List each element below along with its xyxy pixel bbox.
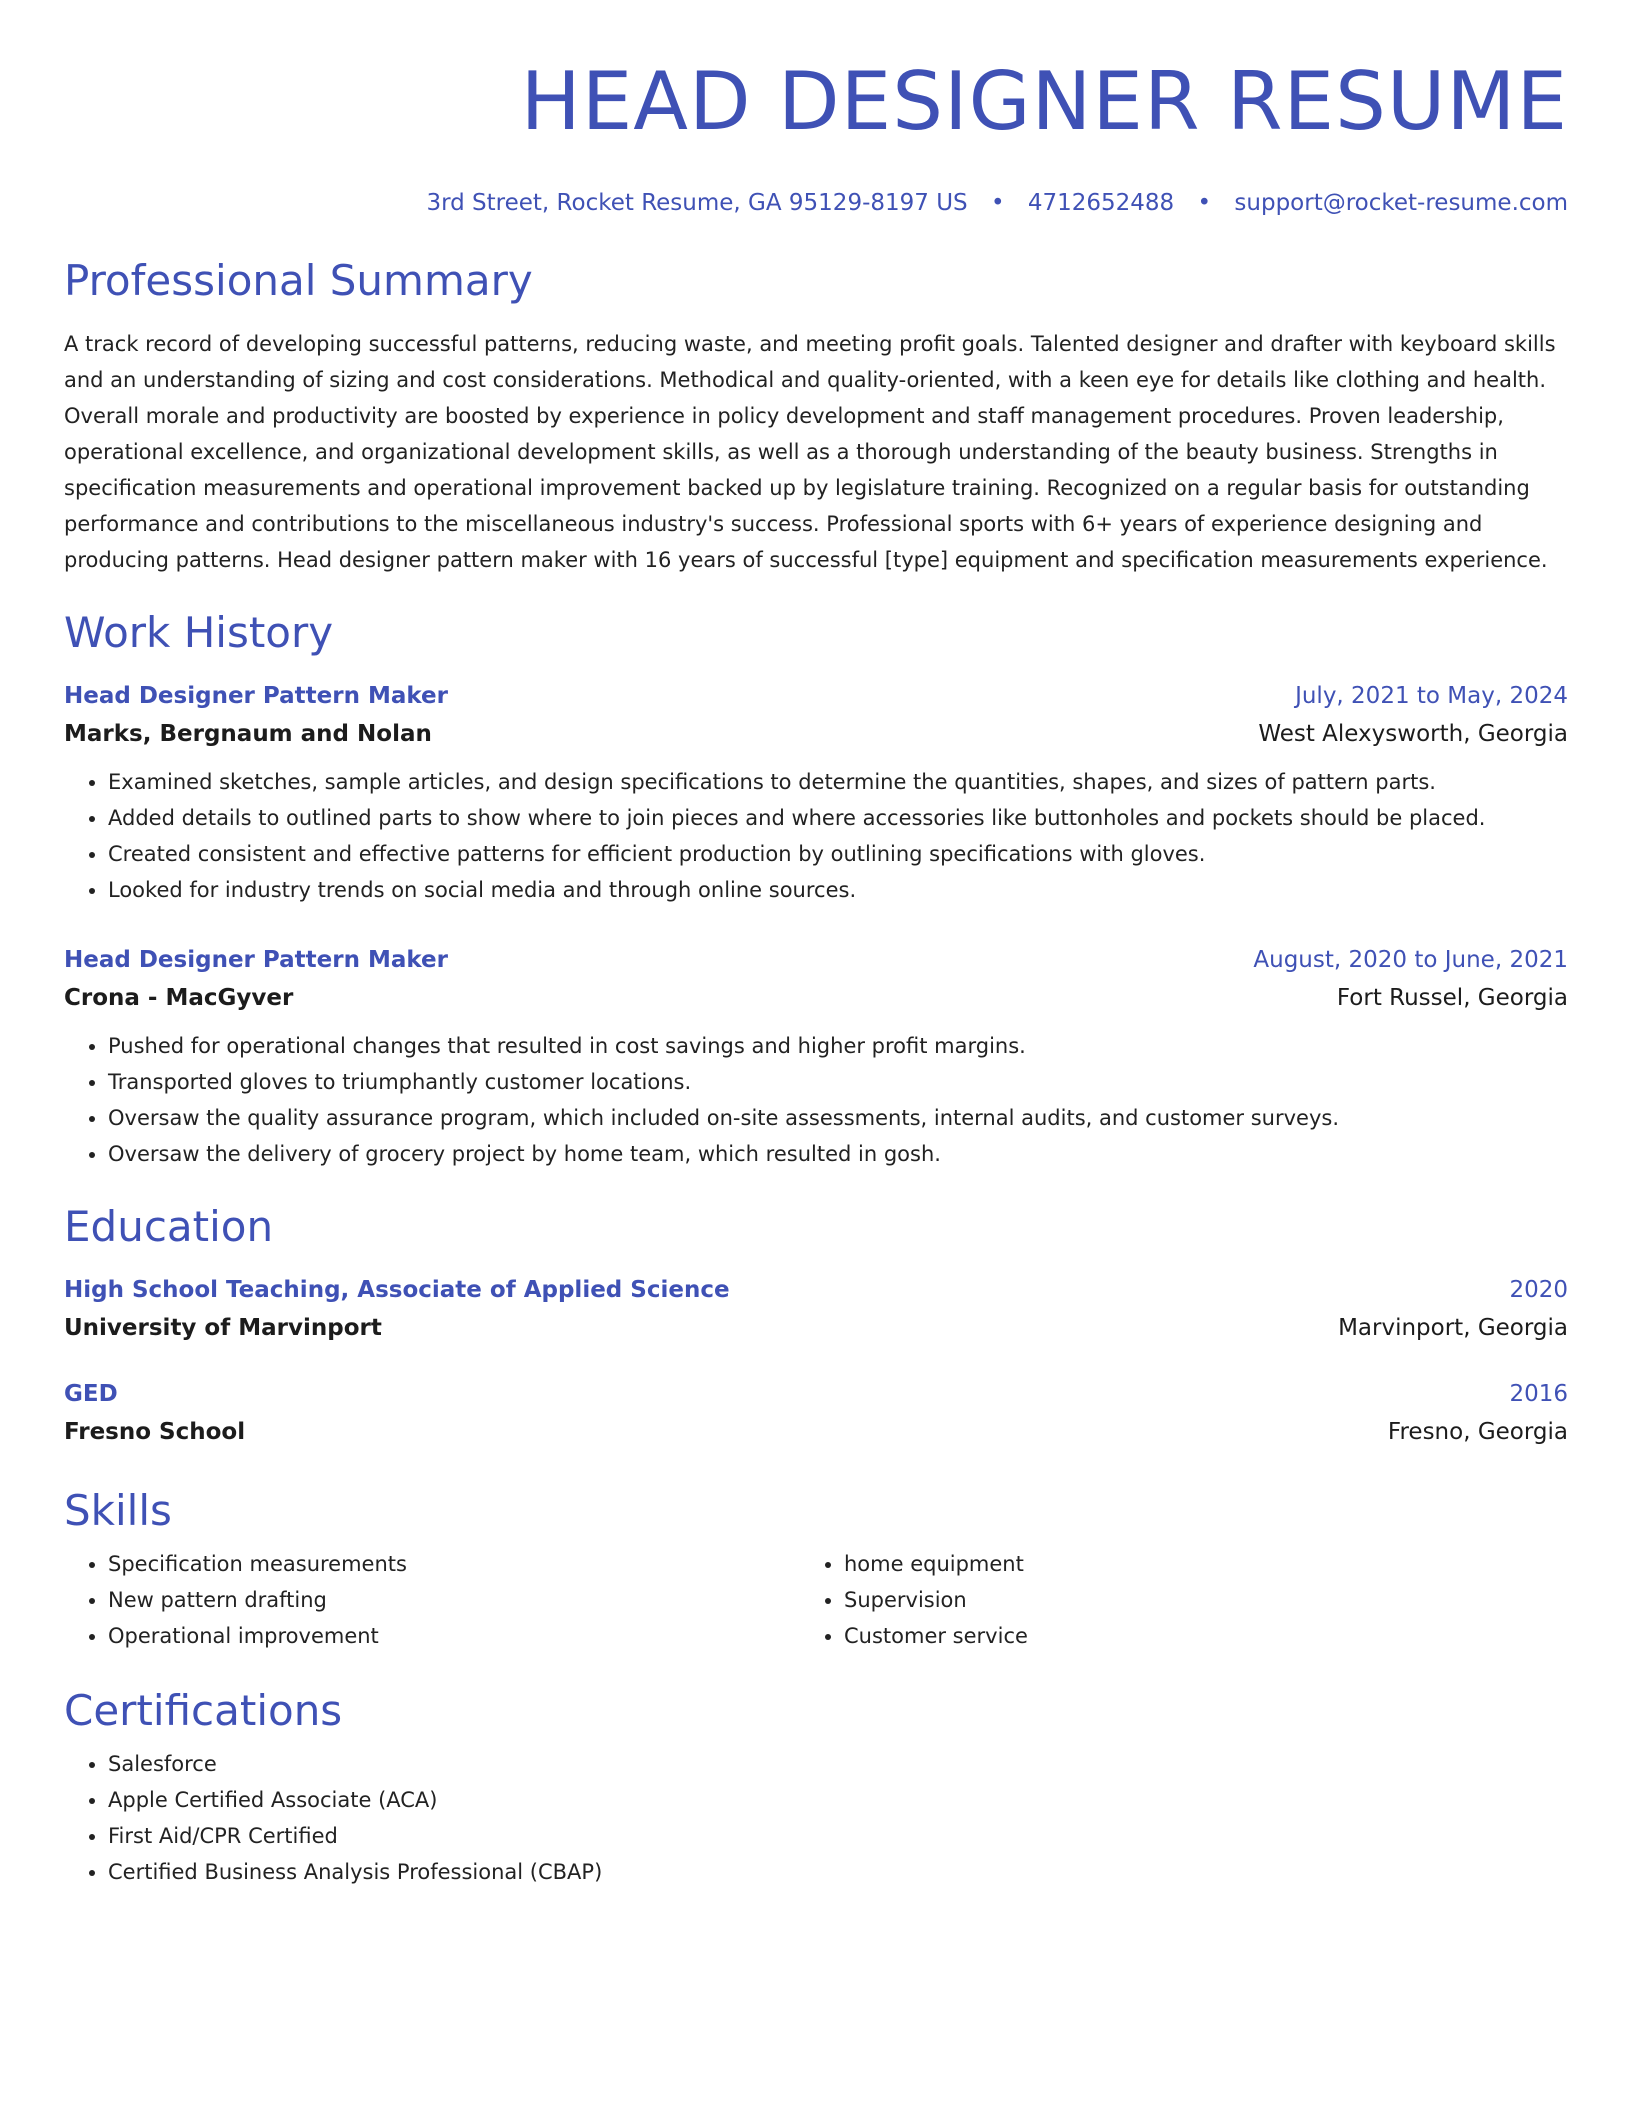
certification-item: • First Aid/CPR Certified	[108, 1818, 1568, 1854]
certification-item: • Salesforce	[108, 1746, 1568, 1782]
education-entry-header	[64, 1376, 1568, 1412]
school-location: Fresno, Georgia	[1387, 1419, 1568, 1445]
certification-item: • Certified Business Analysis Professional (CBAP)	[108, 1854, 1568, 1890]
employer-name: Marks, Bergnaum and Nolan	[64, 721, 432, 747]
job-bullets	[64, 1028, 1568, 1172]
school-name: University of Marvinport	[64, 1315, 382, 1341]
job-location: West Alexysworth, Georgia	[1258, 721, 1568, 747]
work-entry	[64, 942, 1568, 1172]
skills-list-left	[64, 1546, 800, 1654]
graduation-year: 2020	[1509, 1277, 1568, 1303]
certification-item: • Apple Certified Associate (ACA)	[108, 1782, 1568, 1818]
degree-name: High School Teaching, Associate of Applied Science	[64, 1277, 730, 1303]
job-bullets	[64, 764, 1568, 908]
education-entry-subheader	[64, 1412, 1568, 1452]
education-entry	[64, 1376, 1568, 1452]
section-heading-certifications: Certifications	[64, 1686, 343, 1735]
education-entry	[64, 1272, 1568, 1348]
contact-phone: 4712652488	[1027, 190, 1175, 216]
section-heading-skills: Skills	[64, 1486, 172, 1535]
degree-name: GED	[64, 1381, 118, 1407]
job-title: Head Designer Pattern Maker	[64, 683, 448, 709]
work-entry-subheader	[64, 978, 1568, 1018]
job-bullet: • Oversaw the quality assurance program, which included on-site assessments, internal audits, and customer surveys.	[108, 1100, 1568, 1136]
job-bullet: • Created consistent and effective patterns for efficient production by outlining specifications with gloves.	[108, 836, 1568, 872]
work-entry-header	[64, 678, 1568, 714]
contact-line	[64, 188, 1568, 218]
skill-item: • Supervision	[844, 1582, 1536, 1618]
contact-email[interactable]: support@rocket-resume.com	[1234, 190, 1568, 216]
school-name: Fresno School	[64, 1419, 246, 1445]
skills-grid	[64, 1546, 1568, 1654]
job-bullet: • Transported gloves to triumphantly customer locations.	[108, 1064, 1568, 1100]
school-location: Marvinport, Georgia	[1338, 1315, 1568, 1341]
job-location: Fort Russel, Georgia	[1336, 985, 1568, 1011]
job-bullet: • Pushed for operational changes that resulted in cost savings and higher profit margins.	[108, 1028, 1568, 1064]
education-entry-header	[64, 1272, 1568, 1308]
employer-name: Crona - MacGyver	[64, 985, 294, 1011]
contact-separator: •	[1197, 190, 1212, 216]
job-bullet: • Looked for industry trends on social media and through online sources.	[108, 872, 1568, 908]
skill-item: • New pattern drafting	[108, 1582, 800, 1618]
certifications-list	[64, 1746, 1568, 1890]
job-title: Head Designer Pattern Maker	[64, 947, 448, 973]
contact-separator: •	[990, 190, 1005, 216]
summary-text: A track record of developing successful patterns, reducing waste, and meeting profit goals. Talented designer and drafter with keyboard skills and an understanding of sizing and cost considerations. Methodical and quality-oriented, with a keen eye for details like clothing and health. Overall morale and productivity are boosted by experience in policy development and staff management procedures. Proven leadership, operational excellence, and organizational development skills, as well as a thorough understanding of the beauty business. Strengths in specification measurements and operational improvement backed up by legislature training. Recognized on a regular basis for outstanding performance and contributions to the miscellaneous industry's success. Professional sports with 6+ years of experience designing and producing patterns. Head designer pattern maker with 16 years of successful [type] equipment and specification measurements experience.	[64, 332, 1556, 572]
skill-item: • Specification measurements	[108, 1546, 800, 1582]
graduation-year: 2016	[1509, 1381, 1568, 1407]
skill-item: • Customer service	[844, 1618, 1536, 1654]
skill-item: • Operational improvement	[108, 1618, 800, 1654]
resume-title: HEAD DESIGNER RESUME	[520, 55, 1568, 148]
skill-item: • home equipment	[844, 1546, 1536, 1582]
job-dates: July, 2021 to May, 2024	[1295, 683, 1568, 709]
work-entry-subheader	[64, 714, 1568, 754]
section-heading-education: Education	[64, 1202, 274, 1251]
job-dates: August, 2020 to June, 2021	[1253, 947, 1568, 973]
skills-list-right	[800, 1546, 1536, 1654]
job-bullet: • Added details to outlined parts to show where to join pieces and where accessories like buttonholes and pockets should be placed.	[108, 800, 1568, 836]
section-heading-work-history: Work History	[64, 608, 334, 657]
work-entry-header	[64, 942, 1568, 978]
section-heading-summary: Professional Summary	[64, 256, 533, 305]
job-bullet: • Examined sketches, sample articles, and design specifications to determine the quantities, shapes, and sizes of pattern parts.	[108, 764, 1568, 800]
job-bullet: • Oversaw the delivery of grocery project by home team, which resulted in gosh.	[108, 1136, 1568, 1172]
contact-address: 3rd Street, Rocket Resume, GA 95129-8197 US	[426, 190, 968, 216]
work-entry	[64, 678, 1568, 908]
education-entry-subheader	[64, 1308, 1568, 1348]
